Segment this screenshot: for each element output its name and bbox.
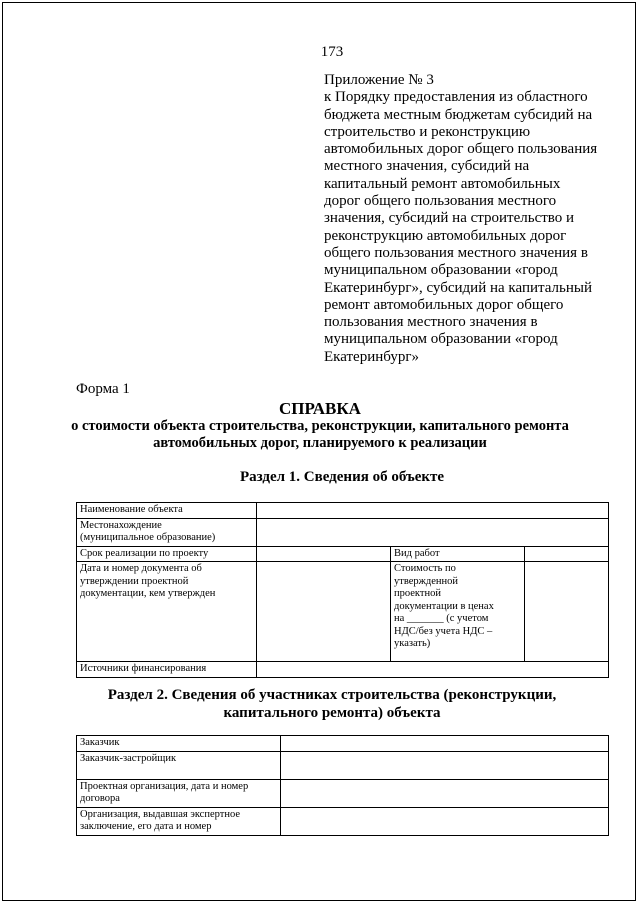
table-row bbox=[77, 751, 609, 779]
value-cell[interactable] bbox=[257, 503, 609, 519]
appendix-line: Екатеринбург», субсидий на капитальный bbox=[324, 279, 592, 296]
table-row bbox=[77, 546, 609, 562]
table-row bbox=[77, 807, 609, 835]
appendix-line: значения, субсидий на строительство и bbox=[324, 210, 575, 227]
appendix-line: муниципальном образовании «город bbox=[324, 262, 558, 279]
value-cell[interactable] bbox=[525, 562, 609, 662]
appendix-line: местного значения, субсидий на bbox=[324, 158, 530, 175]
value-cell[interactable] bbox=[525, 546, 609, 562]
appendix-line: капитальный ремонт автомобильных bbox=[324, 175, 561, 192]
appendix-line: общего пользования местного значения в bbox=[324, 244, 588, 261]
value-cell[interactable] bbox=[257, 546, 391, 562]
subtitle-line: о стоимости объекта строительства, реконструкции, капитального ремонта bbox=[71, 418, 569, 434]
subtitle-line: автомобильных дорог, планируемого к реализации bbox=[153, 435, 487, 451]
label-cell: Заказчик-застройщик bbox=[77, 751, 281, 779]
value-cell[interactable] bbox=[257, 662, 609, 678]
form-label: Форма 1 bbox=[76, 381, 130, 397]
label-cell: Местонахождение (муниципальное образование) bbox=[77, 518, 257, 546]
label-cell: Источники финансирования bbox=[77, 662, 257, 678]
value-cell[interactable] bbox=[281, 736, 609, 752]
value-cell[interactable] bbox=[281, 751, 609, 779]
table-row bbox=[77, 662, 609, 678]
table-row bbox=[77, 736, 609, 752]
value-cell[interactable] bbox=[257, 562, 391, 662]
appendix-line: муниципальном образовании «город bbox=[324, 331, 558, 348]
page-number: 173 bbox=[320, 44, 344, 60]
table-row bbox=[77, 503, 609, 519]
value-cell[interactable] bbox=[281, 807, 609, 835]
label-cell: Дата и номер документа об утверждении проектной документации, кем утвержден bbox=[77, 562, 257, 662]
appendix-line: бюджета местным бюджетам субсидий на bbox=[324, 106, 593, 123]
object-info-table bbox=[76, 502, 609, 678]
appendix-line: дорог общего пользования местного bbox=[324, 193, 557, 210]
value-cell[interactable] bbox=[281, 779, 609, 807]
appendix-line: пользования местного значения в bbox=[324, 314, 538, 331]
table-row bbox=[77, 562, 609, 662]
value-cell[interactable] bbox=[257, 518, 609, 546]
table-row bbox=[77, 779, 609, 807]
label-cell: Стоимость по утвержденной проектной документации в ценах на _______ (с учетом НДС/без учета НДС – указать) bbox=[391, 562, 525, 662]
section2-heading-line: Раздел 2. Сведения об участниках строительства (реконструкции, bbox=[107, 687, 557, 703]
appendix-line: к Порядку предоставления из областного bbox=[324, 89, 588, 106]
label-cell: Наименование объекта bbox=[77, 503, 257, 519]
section1-heading: Раздел 1. Сведения об объекте bbox=[239, 469, 445, 485]
appendix-line: ремонт автомобильных дорог общего bbox=[324, 296, 564, 313]
participants-table bbox=[76, 735, 609, 836]
label-cell: Проектная организация, дата и номер договора bbox=[77, 779, 281, 807]
document-title: СПРАВКА bbox=[279, 399, 361, 418]
appendix-line: автомобильных дорог общего пользования bbox=[324, 141, 598, 158]
section2-heading bbox=[0, 686, 640, 722]
appendix-line: строительство и реконструкцию bbox=[324, 123, 531, 140]
label-cell: Заказчик bbox=[77, 736, 281, 752]
document-subtitle bbox=[0, 418, 640, 452]
appendix-line: реконструкцию автомобильных дорог bbox=[324, 227, 567, 244]
appendix-block bbox=[324, 72, 614, 366]
label-cell: Организация, выдавшая экспертное заключение, его дата и номер bbox=[77, 807, 281, 835]
appendix-line: Екатеринбург» bbox=[324, 348, 419, 365]
label-cell: Срок реализации по проекту bbox=[77, 546, 257, 562]
label-cell: Вид работ bbox=[391, 546, 525, 562]
section2-heading-line: капитального ремонта) объекта bbox=[223, 705, 441, 721]
table-row bbox=[77, 518, 609, 546]
appendix-line: Приложение № 3 bbox=[324, 72, 434, 88]
